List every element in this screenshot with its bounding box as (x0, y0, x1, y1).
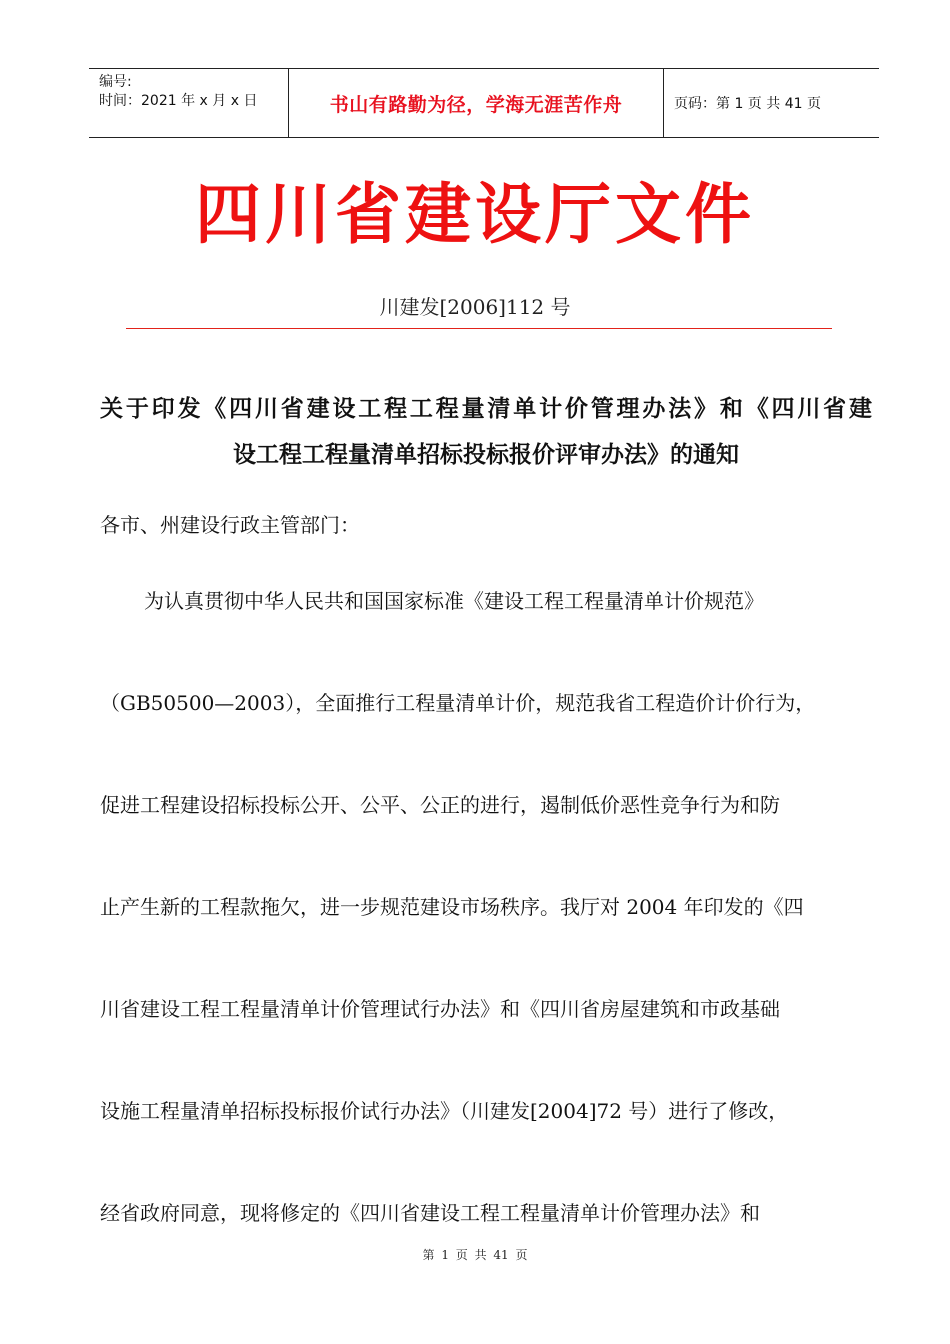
header-page-info: 页码：第 1 页 共 41 页 (674, 96, 821, 112)
body-line: 促进工程建设招标投标公开、公平、公正的进行，遏制低价恶性竞争行为和防 (100, 793, 780, 817)
body-text (100, 584, 876, 1298)
number-label: 编号: (99, 74, 132, 90)
notice-title (100, 386, 872, 478)
salutation: 各市、州建设行政主管部门： (100, 513, 360, 537)
body-line: （GB50500—2003），全面推行工程量清单计价，规范我省工程造价计价行为， (100, 691, 816, 715)
header-meta-cell (89, 69, 289, 137)
page-footer: 第 1 页 共 41 页 (422, 1248, 528, 1262)
body-line: 止产生新的工程款拖欠，进一步规范建设市场秩序。我厅对 2004 年印发的《四 (100, 895, 804, 919)
notice-title-line-2: 设工程工程量清单招标投标报价评审办法》的通知 (233, 442, 739, 468)
header-motto: 书山有路勤为径，学海无涯苦作舟 (289, 69, 664, 137)
document-number: 川建发[2006]112 号 (379, 295, 571, 319)
body-line: 为认真贯彻中华人民共和国国家标准《建设工程工程量清单计价规范》 (144, 589, 764, 613)
body-line: 设施工程量清单招标投标报价试行办法》（川建发[2004]72 号）进行了修改， (100, 1099, 789, 1123)
agency-title: 四川省建设厅文件 (195, 176, 755, 253)
notice-title-line-1: 关于印发《四川省建设工程工程量清单计价管理办法》和《四川省建 (100, 396, 872, 422)
red-divider (126, 328, 832, 329)
time-label: 时间：2021 年 x 月 x 日 (99, 93, 258, 109)
body-line: 川省建设工程工程量清单计价管理试行办法》和《四川省房屋建筑和市政基础 (100, 997, 780, 1021)
body-line: 经省政府同意，现将修定的《四川省建设工程工程量清单计价管理办法》和 (100, 1201, 760, 1225)
header-table (89, 68, 879, 138)
